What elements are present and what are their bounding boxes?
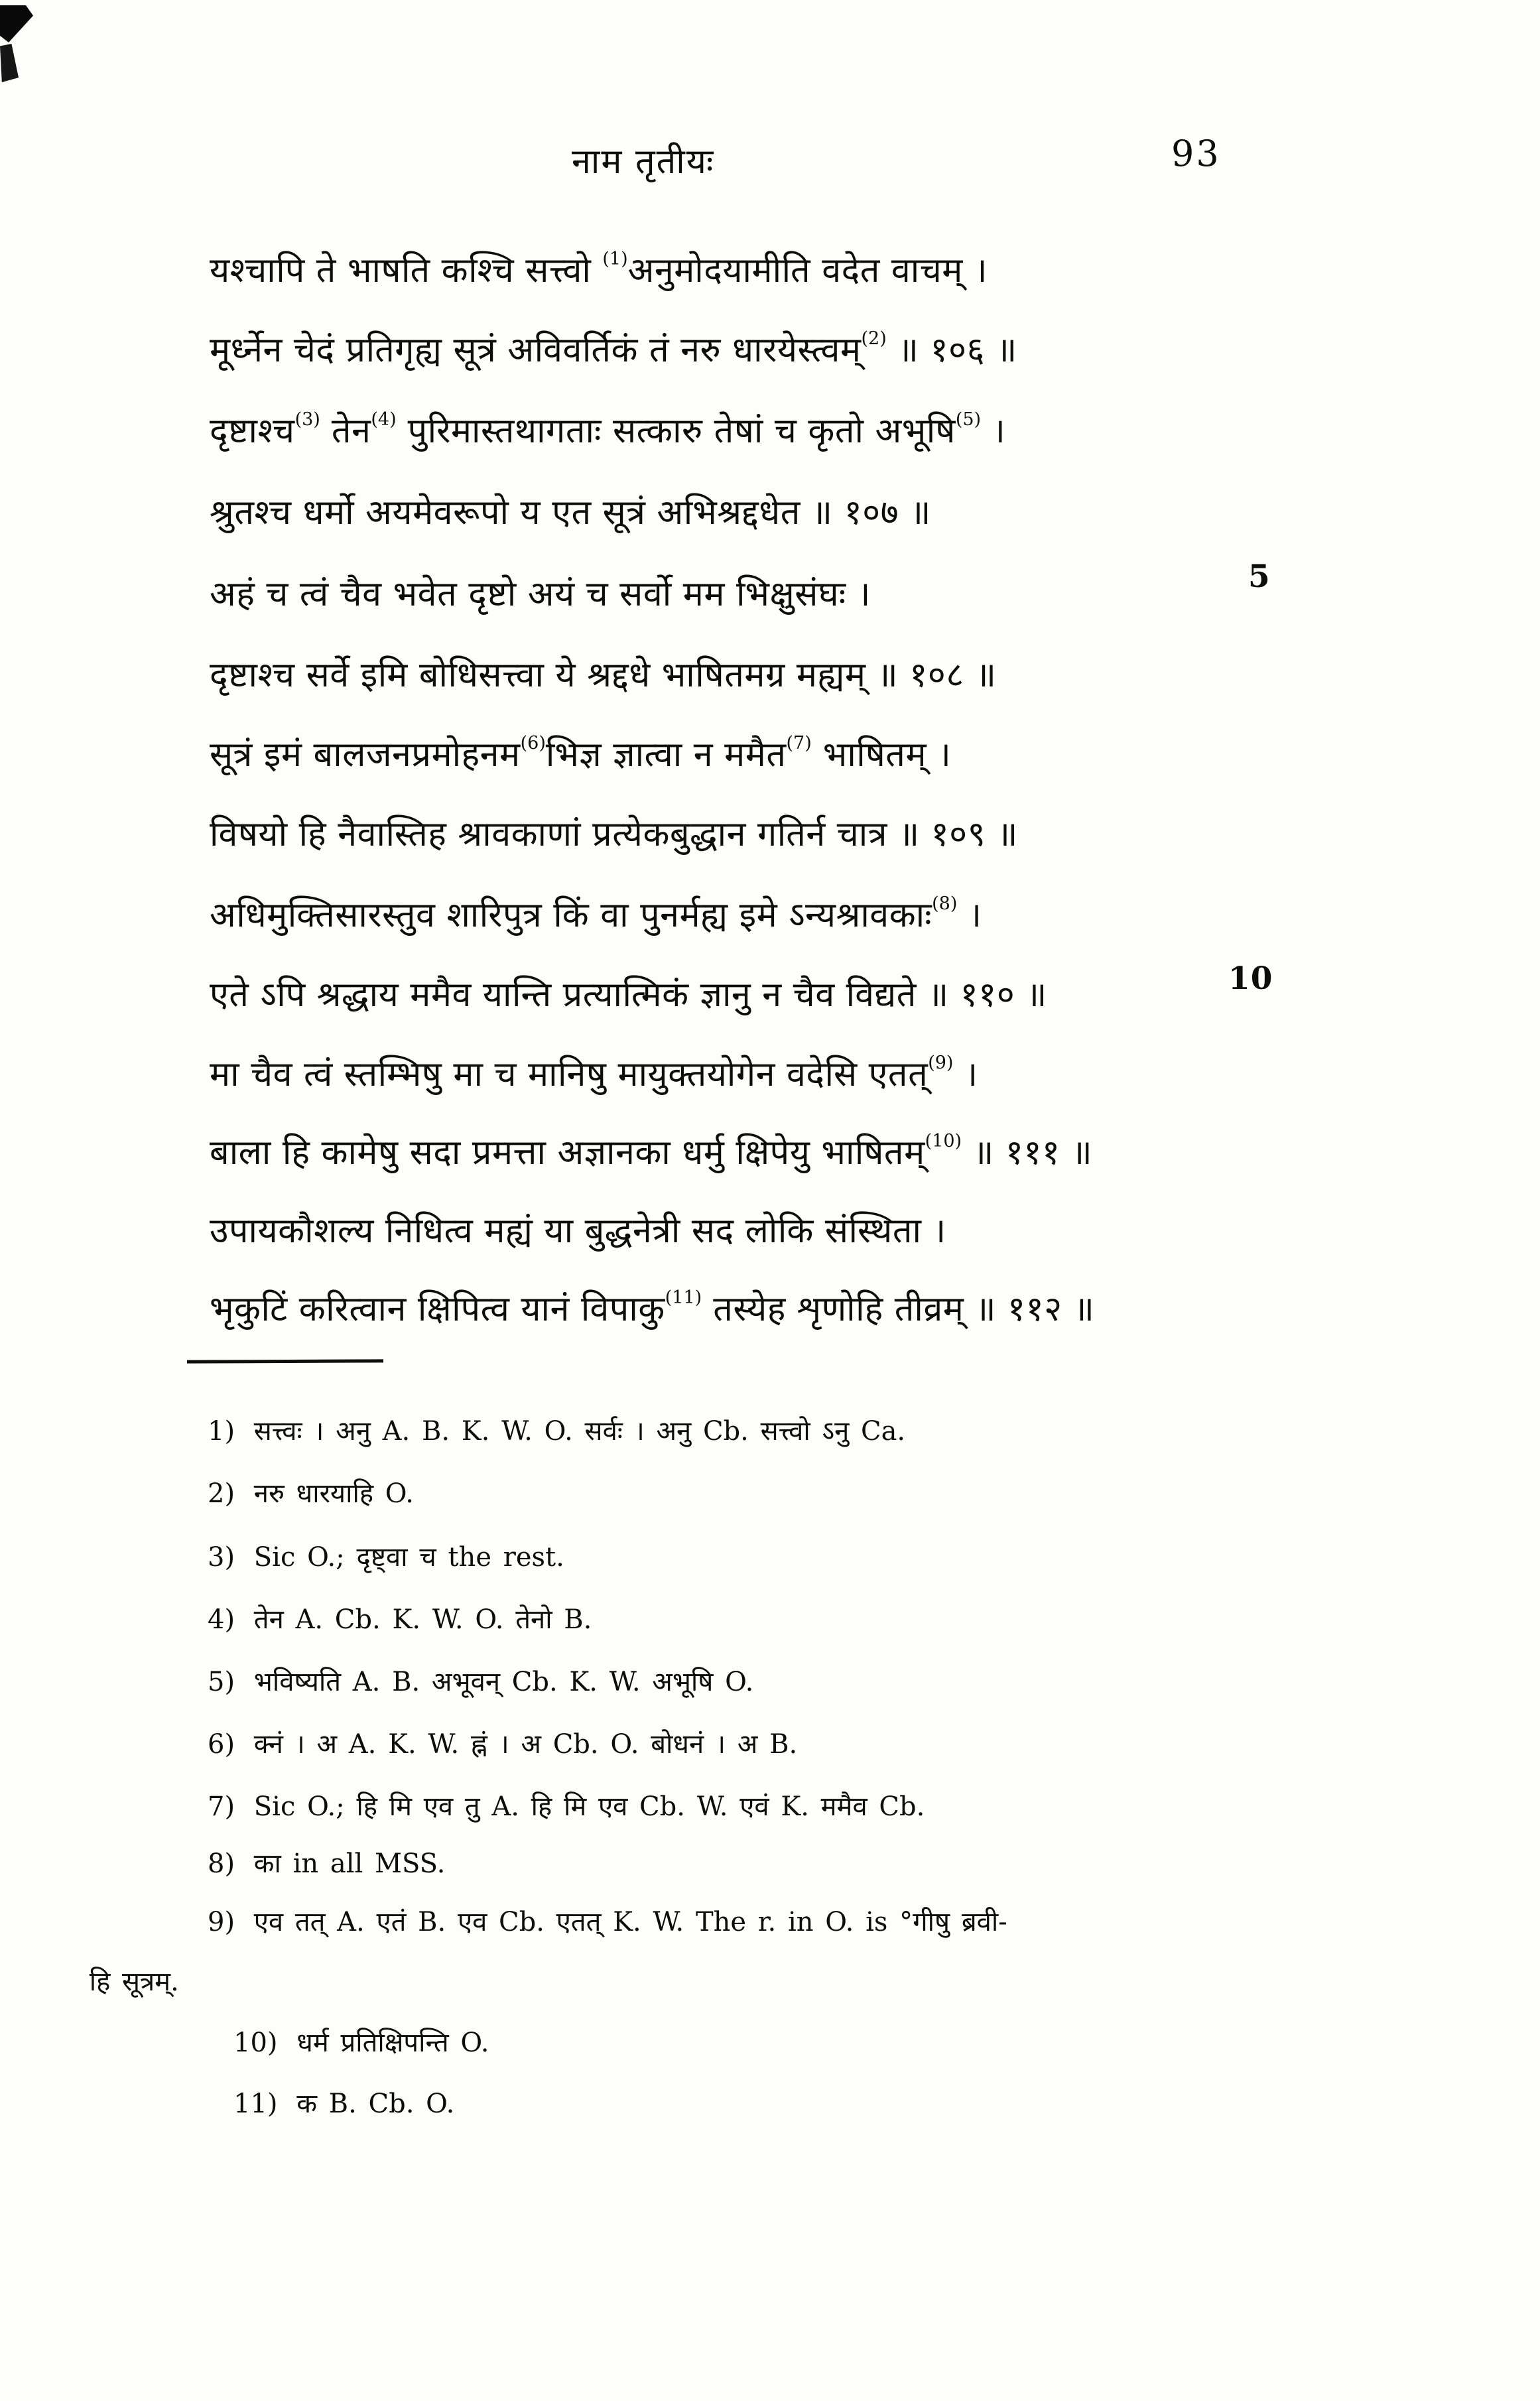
verse-line: सूत्रं इमं बालजनप्रमोहनम$^{(6)}$भिज्ञ ज्ञात्वा न ममैत$^{(7)}$ भाषितम् । bbox=[210, 733, 952, 775]
page-number: 93 bbox=[1171, 133, 1221, 174]
verse-line: मा चैव त्वं स्तम्भिषु मा च मानिषु मायुक्तयोगेन वदेसि एतत्$^{(9)}$ । bbox=[210, 1053, 978, 1094]
footnote-label: 8) bbox=[208, 1849, 235, 1879]
scan-artifact bbox=[0, 5, 33, 42]
footnote-item bbox=[208, 1537, 564, 1574]
footnote-text: भविष्यति A. B. अभूवन् Cb. K. W. अभूषि O. bbox=[253, 1667, 754, 1697]
footnote-text: सत्त्वः । अनु A. B. K. W. O. सर्वः । अनु Cb. सत्त्वो ऽनु Ca. bbox=[253, 1416, 906, 1447]
footnote-ref: (3) bbox=[294, 409, 320, 430]
footnote-label: 2) bbox=[208, 1478, 235, 1509]
footnote-text: नरु धारयाहि O. bbox=[253, 1478, 414, 1509]
verse-line: मूर्ध्नेन चेदं प्रतिगृह्य सूत्रं अविवर्तिकं तं नरु धारयेस्त्वम्$^{(2)}$ ॥ १०६ ॥ bbox=[210, 328, 1017, 370]
footnote-item bbox=[81, 1962, 179, 1998]
verse-line: एते ऽपि श्रद्धाय ममैव यान्ति प्रत्यात्मिकं ज्ञानु न चैव विद्यते ॥ ११० ॥ bbox=[210, 975, 1047, 1015]
footnote-label: 7) bbox=[208, 1791, 235, 1822]
footnote-separator-rule bbox=[187, 1359, 383, 1363]
margin-line-number: 10 bbox=[1228, 960, 1273, 997]
footnote-ref: (4) bbox=[371, 409, 397, 430]
verse-line: भृकुटिं करित्वान क्षिपित्व यानं विपाकु$^{(11)}$ तस्येह शृणोहि तीव्रम् ॥ ११२ ॥ bbox=[210, 1287, 1095, 1329]
footnote-item bbox=[233, 2023, 489, 2059]
footnote-item bbox=[208, 1411, 905, 1448]
verse-line: अधिमुक्तिसारस्तुव शारिपुत्र किं वा पुनर्मह्य इमे ऽन्यश्रावकाः$^{(8)}$ । bbox=[210, 893, 982, 935]
footnote-label: 4) bbox=[208, 1604, 235, 1635]
footnote-ref: (6) bbox=[520, 733, 546, 753]
verse-line: दृष्टाश्च$^{(3)}$ तेन$^{(4)}$ पुरिमास्तथागताः सत्कारु तेषां च कृतो अभूषि$^{(5)}$ । bbox=[210, 409, 1006, 451]
footnote-text: क्नं । अ A. K. W. ह्नं । अ Cb. O. बोधनं । अ B. bbox=[253, 1729, 798, 1760]
footnote-ref: (5) bbox=[955, 409, 982, 430]
margin-line-number: 5 bbox=[1248, 558, 1271, 595]
footnote-item bbox=[208, 1724, 797, 1761]
footnote-ref: (1) bbox=[602, 249, 628, 269]
footnote-text: Sic O.; हि मि एव तु A. हि मि एव Cb. W. एवं K. ममैव Cb. bbox=[253, 1791, 925, 1822]
footnote-item bbox=[208, 1474, 414, 1510]
footnote-ref: (11) bbox=[665, 1287, 702, 1308]
footnote-label: 1) bbox=[208, 1416, 235, 1447]
footnote-item bbox=[208, 1844, 445, 1880]
footnote-item bbox=[233, 2084, 454, 2120]
footnote-item bbox=[208, 1662, 753, 1699]
verse-line: विषयो हि नैवास्तिह श्रावकाणां प्रत्येकबुद्धान गतिर्न चात्र ॥ १०९ ॥ bbox=[210, 814, 1018, 854]
footnote-ref: (8) bbox=[932, 893, 958, 914]
running-title: नाम तृतीयः bbox=[572, 142, 715, 182]
verse-line: दृष्टाश्च सर्वे इमि बोधिसत्त्वा ये श्रद्दधे भाषितमग्र मह्यम् ॥ १०८ ॥ bbox=[210, 655, 997, 695]
footnote-label: 10) bbox=[233, 2028, 278, 2058]
footnote-label: 5) bbox=[208, 1667, 235, 1697]
verse-line: अहं च त्वं चैव भवेत दृष्टो अयं च सर्वो मम भिक्षुसंघः । bbox=[210, 574, 871, 614]
footnote-text: Sic O.; दृष्ट्वा च the rest. bbox=[253, 1542, 564, 1573]
footnote-label: 6) bbox=[208, 1729, 235, 1760]
verse-line: यश्चापि ते भाषति कश्चि सत्त्वो $^{(1)}$अनुमोदयामीति वदेत वाचम् । bbox=[210, 249, 988, 291]
footnote-ref: (7) bbox=[786, 733, 812, 753]
scan-artifact bbox=[0, 44, 19, 82]
verse-line: श्रुतश्च धर्मो अयमेवरूपो य एत सूत्रं अभिश्रद्दधेत ॥ १०७ ॥ bbox=[210, 493, 931, 533]
footnote-item bbox=[208, 1902, 1007, 1939]
verse-line: बाला हि कामेषु सदा प्रमत्ता अज्ञानका धर्मु क्षिपेयु भाषितम्$^{(10)}$ ॥ १११ ॥ bbox=[210, 1131, 1093, 1173]
footnote-label: 3) bbox=[208, 1542, 235, 1573]
footnote-ref: (9) bbox=[928, 1053, 954, 1073]
footnote-text: का in all MSS. bbox=[253, 1849, 446, 1879]
footnote-label: 11) bbox=[233, 2089, 278, 2119]
verse-line: उपायकौशल्य निधित्व मह्यं या बुद्धनेत्री सद लोकि संस्थिता । bbox=[210, 1211, 946, 1251]
footnote-text: धर्म प्रतिक्षिपन्ति O. bbox=[296, 2028, 489, 2058]
footnote-text: एव तत् A. एतं B. एव Cb. एतत् K. W. The r. in O. is °गीषु ब्रवी- bbox=[253, 1907, 1007, 1937]
footnote-ref: (10) bbox=[925, 1131, 962, 1151]
footnote-text: हि सूत्रम्. bbox=[89, 1967, 179, 1997]
footnote-text: तेन A. Cb. K. W. O. तेनो B. bbox=[253, 1604, 592, 1635]
footnote-item bbox=[208, 1600, 592, 1636]
footnote-text: क B. Cb. O. bbox=[296, 2089, 455, 2119]
footnote-item bbox=[208, 1787, 925, 1823]
footnote-ref: (2) bbox=[861, 328, 887, 349]
footnote-label: 9) bbox=[208, 1907, 235, 1937]
